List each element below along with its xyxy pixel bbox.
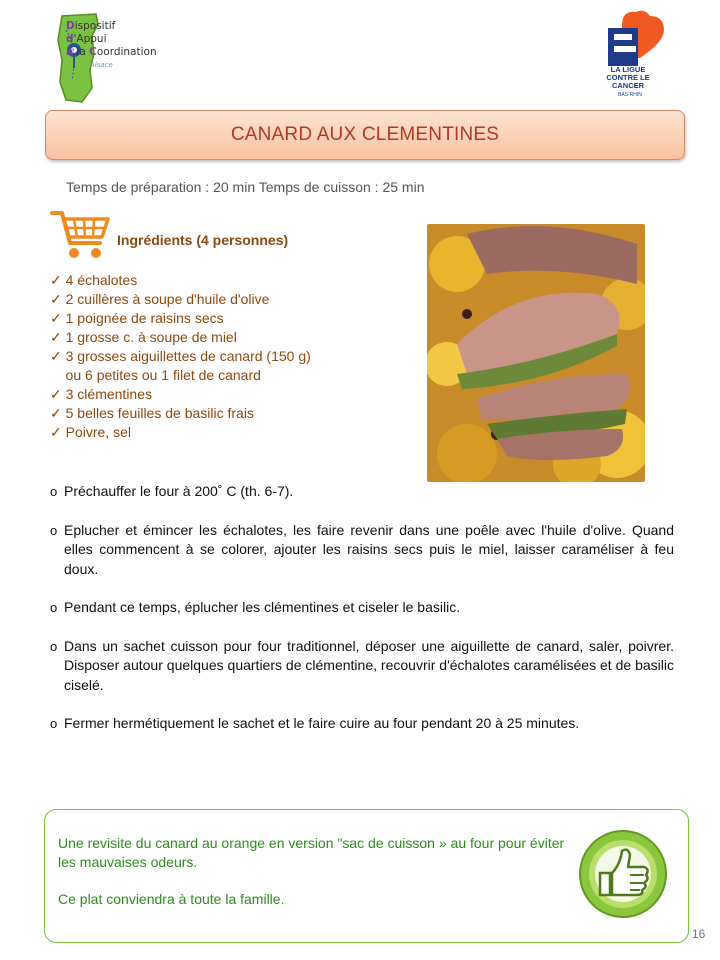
ingredient-item: ✓ 4 échalotes <box>50 272 138 288</box>
ingredient-item: ✓ Poivre, sel <box>50 424 131 440</box>
ingredient-item: ✓ 1 grosse c. à soupe de miel <box>50 329 237 345</box>
tip-family-text: Ce plat conviendra à toute la famille. <box>58 891 285 907</box>
step-item: o Préchauffer le four à 200˚ C (th. 6-7). <box>50 483 294 499</box>
step-item: o Pendant ce temps, éplucher les clémentines et ciseler le basilic. <box>50 599 461 615</box>
recipe-title: CANARD AUX CLEMENTINES <box>230 124 500 145</box>
dac-logo-text: Dispositif d'Appui à la Coordination Alsace <box>66 20 157 69</box>
ingredient-item: ✓ 2 cuillères à soupe d'huile d'olive <box>50 291 270 307</box>
prep-cook-times: Temps de préparation : 20 min Temps de cuisson : 25 min <box>66 179 425 195</box>
shopping-cart-icon <box>50 207 112 261</box>
ingredient-item: ✓ 3 clémentines <box>50 386 152 402</box>
step-item: o Eplucher et émincer les échalotes, les faire revenir dans une poêle avec l'huile d'olive. Quand elles commencent à se colorer, ajouter les raisins secs puis le miel, laisser caraméliser à feu doux. <box>50 521 674 577</box>
duck-dish-photo <box>427 224 645 482</box>
ligue-cancer-text: LA LIGUE CONTRE LE CANCER <box>606 65 650 90</box>
thumbs-up-icon <box>578 829 668 919</box>
step-item: o Fermer hermétiquement le sachet et le faire cuire au four pendant 20 à 25 minutes. <box>50 715 580 731</box>
tip-text: Une revisite du canard au orange en version "sac de cuisson » au four pour éviter les mauvaises odeurs. <box>58 835 565 870</box>
ingredients-title: Ingrédients (4 personnes) <box>117 232 289 248</box>
recipe-steps <box>50 482 674 753</box>
ingredient-item: ✓ 5 belles feuilles de basilic frais <box>50 405 254 421</box>
ingredient-item: ou 6 petites ou 1 filet de canard <box>50 367 261 383</box>
ingredients-list <box>50 271 311 442</box>
step-item: o Dans un sachet cuisson pour four traditionnel, déposer une aiguillette de canard, saler, poivrer. Disposer autour quelques quartiers de clémentine, recouvrir d'échalotes caramélisées et de basilic ciselé. <box>50 637 674 693</box>
recipe-title-box <box>45 110 685 160</box>
ingredient-item: ✓ 1 poignée de raisins secs <box>50 310 224 326</box>
page-number: 16 <box>692 927 706 941</box>
ligue-cancer-subtext: BAS-RHIN <box>618 92 642 98</box>
ingredient-item: ✓ 3 grosses aiguillettes de canard (150 g) <box>50 348 311 364</box>
